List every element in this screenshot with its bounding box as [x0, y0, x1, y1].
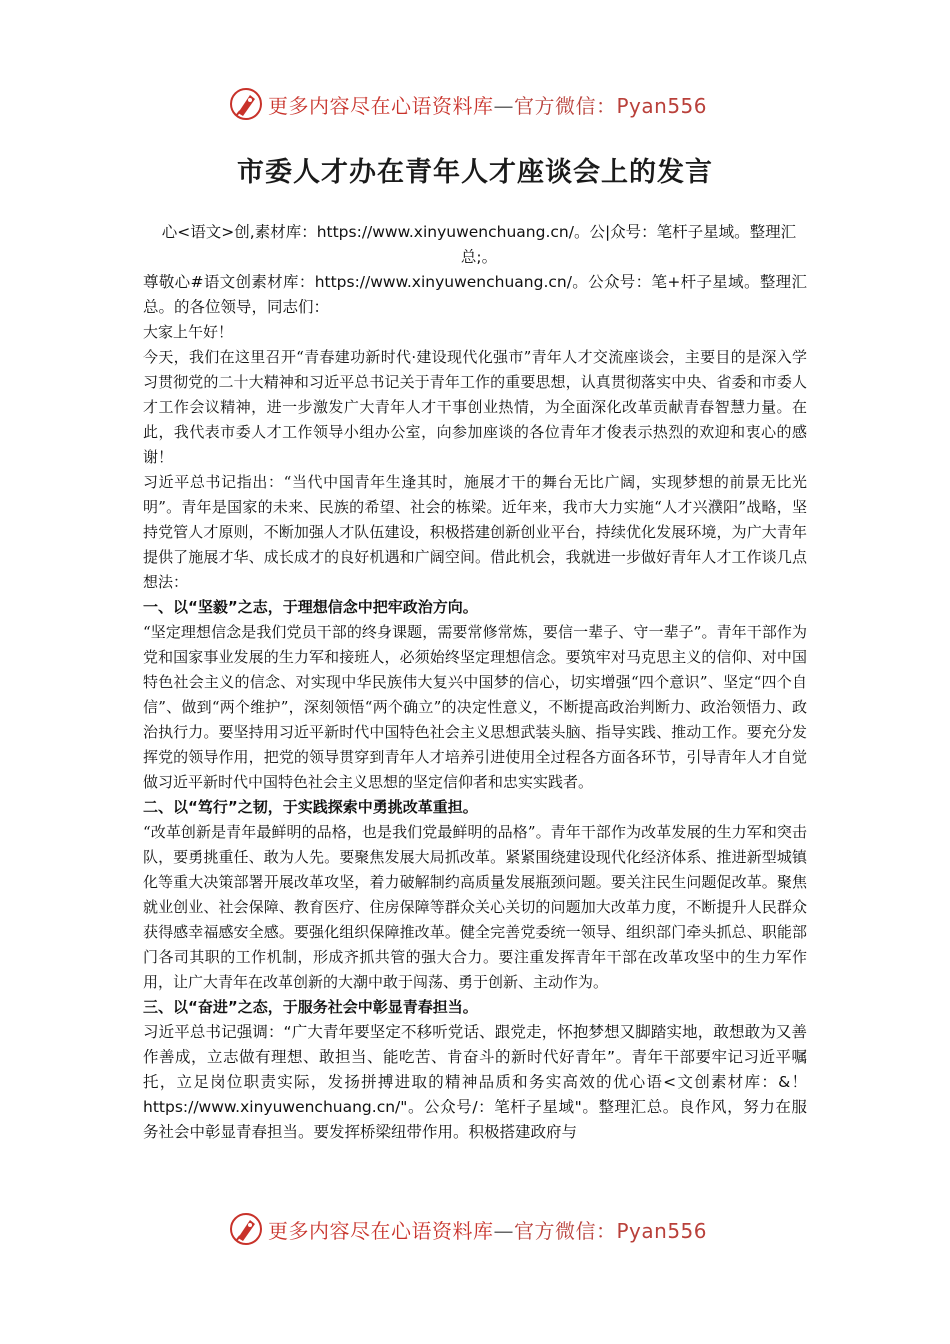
intro-paragraph: 今天，我们在这里召开“青春建功新时代·建设现代化强市”青年人才交流座谈会，主要目的是深入学习贯彻党的二十大精神和习近平总书记关于青年工作的重要思想，认真贯彻落实中央、省委和市委人才工作会议精神，进一步激发广大青年人才干事创业热情，为全面深化改革贡献青春智慧力量。在此，我代表市委人才工作领导小组办公室，向参加座谈的各位青年才俊表示热烈的欢迎和衷心的感谢！ — [143, 348, 807, 466]
section-heading-2: 二、以“笃行”之韧，于实践探索中勇挑改革重担。 — [143, 798, 478, 816]
banner-main-text: 更多内容尽在心语资料库 — [268, 1218, 494, 1243]
section-2-paragraph: “改革创新是青年最鲜明的品格，也是我们党最鲜明的品格”。青年干部作为改革发展的生力军和突击队，要勇挑重任、敢为人先。要聚焦发展大局抓改革。紧紧围绕建设现代化经济体系、推进新型城镇化等重大决策部署开展改革攻坚，着力破解制约高质量发展瓶颈问题。要关注民生问题促改革。聚焦就业创业、社会保障、教育医疗、住房保障等群众关心关切的问题加大改革力度，不断提升人民群众获得感幸福感安全感。要强化组织保障推改革。健全完善党委统一领导、组织部门牵头抓总、职能部门各司其职的工作机制，形成齐抓共管的强大合力。要注重发挥青年干部在改革攻坚中的生力军作用，让广大青年在改革创新的大潮中敢于闯荡、勇于创新、主动作为。 — [143, 823, 807, 991]
header-watermark-banner — [228, 82, 728, 126]
document-title: 市委人才办在青年人才座谈会上的发言 — [237, 157, 713, 188]
banner-text — [268, 1215, 707, 1244]
banner-dash: — — [493, 1218, 514, 1243]
greeting-paragraph: 大家上午好！ — [143, 323, 234, 341]
section-heading-3: 三、以“奋进”之态，于服务社会中彰显青春担当。 — [143, 998, 478, 1016]
salutation-paragraph: 尊敬心#语文创素材库：https://www.xinyuwenchuang.cn/。公众号：笔+杆子星域。整理汇总。的各位领导，同志们： — [143, 273, 807, 316]
banner-official-wechat: 官方微信：Pyan556 — [514, 93, 708, 118]
source-note-paragraph: 心<语文>创,素材库：https://www.xinyuwenchuang.cn/。公|众号：笔杆子星域。整理汇总;。 — [161, 223, 797, 266]
document-body — [143, 220, 807, 1145]
background-paragraph: 习近平总书记指出：“当代中国青年生逢其时，施展才干的舞台无比广阔，实现梦想的前景无比光明”。青年是国家的未来、民族的希望、社会的栋梁。近年来，我市大力实施“人才兴濮阳”战略，坚持党管人才原则，不断加强人才队伍建设，积极搭建创新创业平台，持续优化发展环境，为广大青年提供了施展才华、成长成才的良好机遇和广阔空间。借此机会，我就进一步做好青年人才工作谈几点想法： — [143, 473, 807, 591]
banner-official-wechat: 官方微信：Pyan556 — [514, 1218, 708, 1243]
pen-nib-icon — [228, 86, 264, 122]
section-heading-1: 一、以“坚毅”之志，于理想信念中把牢政治方向。 — [143, 598, 478, 616]
banner-dash: — — [493, 93, 514, 118]
pen-nib-icon — [228, 1211, 264, 1247]
section-3-paragraph: 习近平总书记强调：“广大青年要坚定不移听党话、跟党走，怀抱梦想又脚踏实地，敢想敢为又善作善成，立志做有理想、敢担当、能吃苦、肯奋斗的新时代好青年”。青年干部要牢记习近平嘱托，立足岗位职责实际，发扬拼搏进取的精神品质和务实高效的优心语<文创素材库：&！https://www.xinyuwenchuang.cn/"。公众号/：笔杆子星域"。整理汇总。良作风，努力在服务社会中彰显青春担当。要发挥桥梁纽带作用。积极搭建政府与 — [143, 1023, 807, 1141]
section-1-paragraph: “坚定理想信念是我们党员干部的终身课题，需要常修常炼，要信一辈子、守一辈子”。青年干部作为党和国家事业发展的生力军和接班人，必须始终坚定理想信念。要筑牢对马克思主义的信仰、对中国特色社会主义的信念、对实现中华民族伟大复兴中国梦的信心，切实增强“四个意识”、坚定“四个自信”、做到“两个维护”，深刻领悟“两个确立”的决定性意义，不断提高政治判断力、政治领悟力、政治执行力。要坚持用习近平新时代中国特色社会主义思想武装头脑、指导实践、推动工作。要充分发挥党的领导作用，把党的领导贯穿到青年人才培养引进使用全过程各方面各环节，引导青年人才自觉做习近平新时代中国特色社会主义思想的坚定信仰者和忠实实践者。 — [143, 623, 807, 791]
banner-text — [268, 90, 707, 119]
banner-main-text: 更多内容尽在心语资料库 — [268, 93, 494, 118]
footer-watermark-banner — [228, 1207, 728, 1251]
